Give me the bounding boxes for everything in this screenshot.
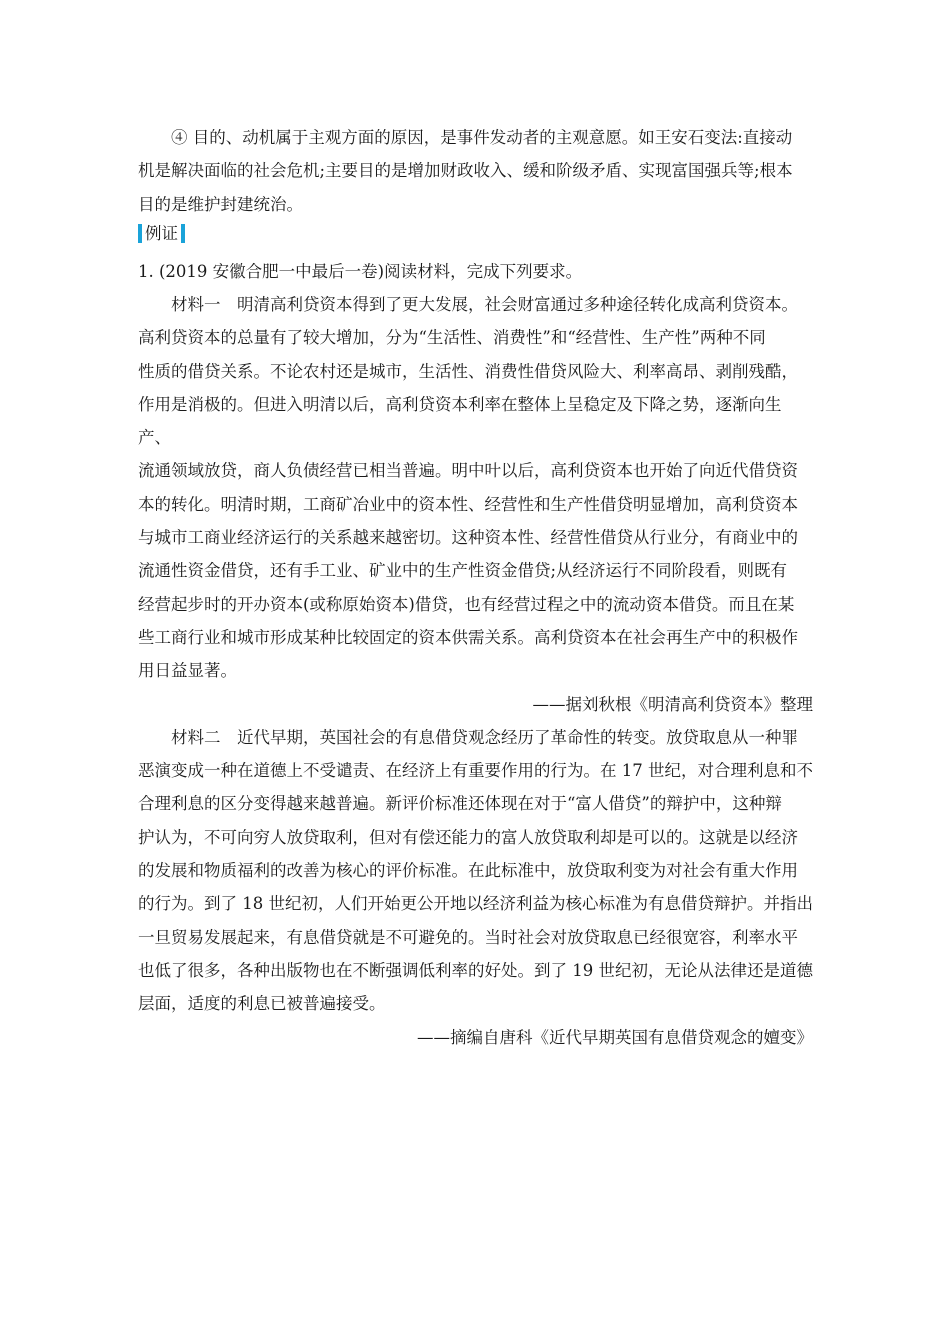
material-one-line: 作用是消极的。但进入明清以后，高利贷资本利率在整体上呈稳定及下降之势，逐渐向生产、 [138, 394, 782, 448]
material-two-line: 护认为，不可向穷人放贷取利，但对有偿还能力的富人放贷取利却是可以的。这就是以经济 [138, 827, 798, 847]
material-one-source: ——据刘秋根《明清高利贷资本》整理 [532, 694, 813, 714]
page-content [138, 121, 813, 1054]
material-two-line: 也低了很多，各种出版物也在不断强调低利率的好处。到了 19 世纪初，无论从法律还是道德 [138, 960, 813, 980]
material-one-line: 材料一 明清高利贷资本得到了更大发展，社会财富通过多种途径转化成高利贷资本。 [171, 294, 798, 314]
material-two [138, 721, 813, 1054]
material-one-line: 流通领域放贷，商人负债经营已相当普遍。明中叶以后，高利贷资本也开始了向近代借贷资 [138, 461, 798, 481]
material-two-line: 恶演变成一种在道德上不受谴责、在经济上有重要作用的行为。在 17 世纪，对合理利息和不 [138, 761, 813, 781]
tag-right-bar-icon [181, 224, 185, 243]
material-two-line: 层面，适度的利息已被普遍接受。 [138, 994, 386, 1014]
material-one-line: 与城市工商业经济运行的关系越来越密切。这种资本性、经营性借贷从行业分，有商业中的 [138, 528, 798, 548]
example-tag [138, 223, 185, 245]
material-one-line: 本的转化。明清时期，工商矿冶业中的资本性、经营性和生产性借贷明显增加，高利贷资本 [138, 494, 798, 514]
material-two-line: 的发展和物质福利的改善为核心的评价标准。在此标准中，放贷取利变为对社会有重大作用 [138, 861, 798, 881]
material-two-line: 材料二 近代早期，英国社会的有息借贷观念经历了革命性的转变。放贷取息从一种罪 [171, 727, 798, 747]
material-two-source: ——摘编自唐科《近代早期英国有息借贷观念的嬗变》 [417, 1027, 813, 1047]
material-one-line: 性质的借贷关系。不论农村还是城市，生活性、消费性借贷风险大、利率高昂、剥削残酷， [138, 361, 798, 381]
example-tag-label: 例证 [145, 223, 178, 243]
material-two-line: 合理利息的区分变得越来越普遍。新评价标准还体现在对于“富人借贷”的辩护中，这种辩 [138, 794, 782, 814]
material-one-line: 用日益显著。 [138, 661, 237, 681]
material-one-line: 些工商行业和城市形成某种比较固定的资本供需关系。高利贷资本在社会再生产中的积极作 [138, 627, 798, 647]
intro-paragraph [138, 121, 813, 221]
question-stem: 1. (2019 安徽合肥一中最后一卷)阅读材料，完成下列要求。 [138, 261, 583, 281]
material-one [138, 288, 813, 721]
intro-line: 目的是维护封建统治。 [138, 194, 303, 214]
material-one-line: 流通性资金借贷，还有手工业、矿业中的生产性资金借贷;从经济运行不同阶段看，则既有 [138, 561, 788, 581]
material-one-line: 高利贷资本的总量有了较大增加，分为“生活性、消费性”和“经营性、生产性”两种不同 [138, 328, 766, 348]
material-two-line: 一旦贸易发展起来，有息借贷就是不可避免的。当时社会对放贷取息已经很宽容，利率水平 [138, 927, 798, 947]
intro-line: 机是解决面临的社会危机;主要目的是增加财政收入、缓和阶级矛盾、实现富国强兵等;根本 [138, 161, 793, 181]
material-one-line: 经营起步时的开办资本(或称原始资本)借贷，也有经营过程之中的流动资本借贷。而且在某 [138, 594, 795, 614]
intro-line: ④ 目的、动机属于主观方面的原因，是事件发动者的主观意愿。如王安石变法:直接动 [171, 128, 793, 147]
material-two-line: 的行为。到了 18 世纪初，人们开始更公开地以经济利益为核心标准为有息借贷辩护。并指出 [138, 894, 813, 914]
